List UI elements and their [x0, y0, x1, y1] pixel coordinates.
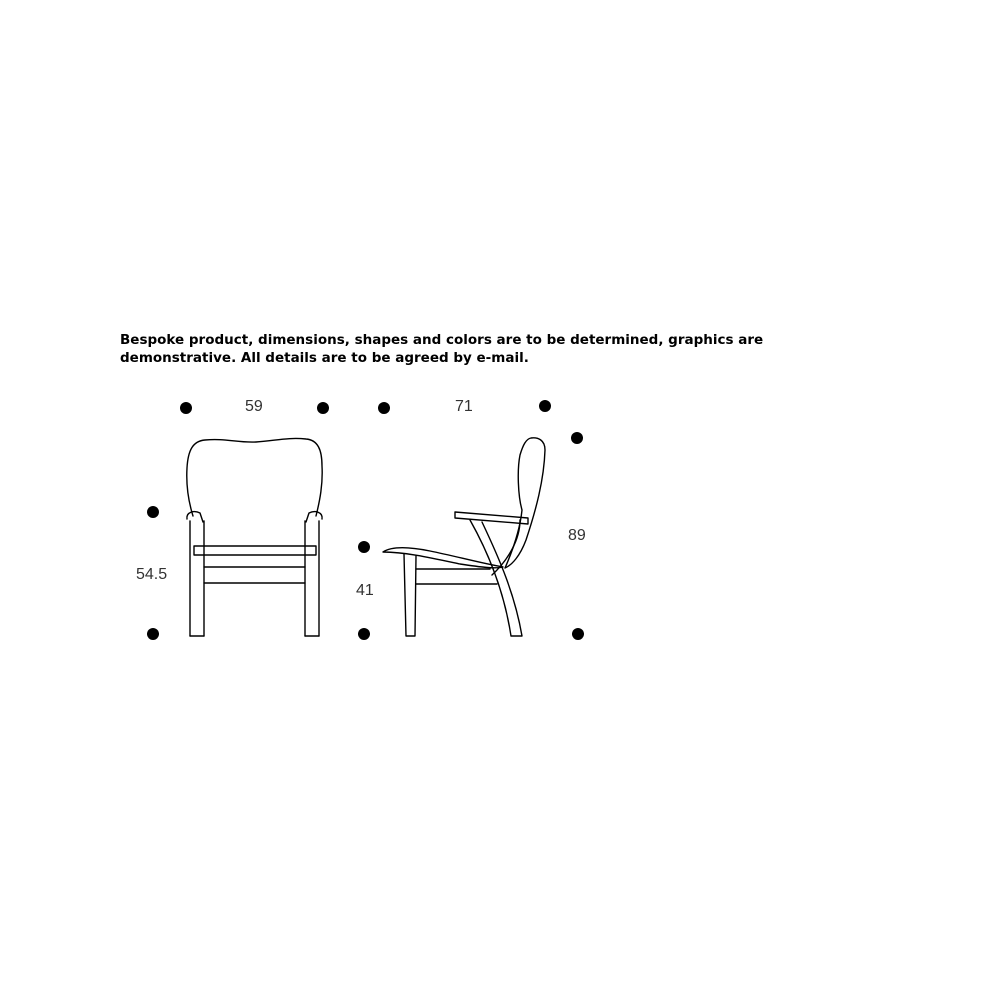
- side-total-height-label: 89: [568, 527, 586, 544]
- side-front-leg: [404, 554, 416, 636]
- front-arm-left: [187, 512, 203, 522]
- side-backrest: [505, 438, 545, 568]
- side-view-chair: [383, 438, 545, 636]
- front-backrest: [187, 438, 322, 516]
- side-rear-leg: [470, 520, 522, 636]
- side-armrest: [455, 512, 528, 524]
- front-view-chair: [187, 438, 322, 636]
- front-width-label: 59: [245, 398, 263, 415]
- side-depth-label: 71: [455, 398, 473, 415]
- front-seat: [194, 546, 316, 555]
- side-seat-height-label: 41: [356, 582, 374, 599]
- front-seat-height-label: 54.5: [136, 566, 168, 583]
- front-arm-right: [306, 512, 322, 522]
- disclaimer-note: Bespoke product, dimensions, shapes and colors are to be determined, graphics are demonstrative. All details are to be agreed by e-mail.: [120, 332, 764, 366]
